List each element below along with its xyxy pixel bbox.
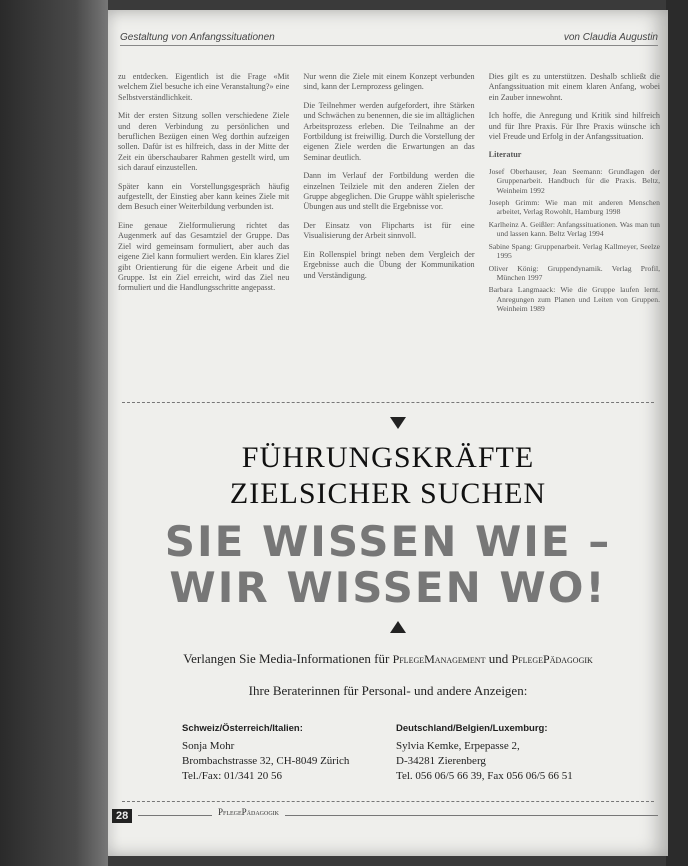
media-mid: und [485,651,512,666]
ad-slogan-2: WIR WISSEN WO! [169,563,607,612]
magazine-page [108,10,668,856]
media-brand-2: PflegePädagogik [511,652,593,666]
media-info-line [122,651,654,667]
contact-switzerland [182,721,349,784]
paragraph: Nur wenn die Ziele mit einem Konzept verbunden sind, kann der Lernprozess gelingen. [303,72,475,92]
reference-item: Josef Oberhauser, Jean Seemann: Grundlagen der Gruppenarbeit. Handbuch für die Praxis. Beltz, Weinheim 1992 [488,166,660,195]
contact-germany [396,721,573,784]
paragraph: Dies gilt es zu unterstützen. Deshalb schließt die Anfangssituation mit einem klaren Anfang, wobei ein Zauber innewohnt. [488,72,660,102]
media-brand-1: PflegeManagement [392,652,486,666]
paragraph: Die Teilnehmer werden aufgefordert, ihre Stärken und Schwächen zu benennen, die sie im alltäglichen Arbeitsprozess erleben. Die Teilnahme an der Fortbildung ist freiwillig. Durch die Vorstellung der eigenen Ziele werden die Erwartungen an das Seminar deutlich. [303,100,475,162]
page-footer [108,803,668,827]
contact-city: D-34281 Zierenberg [396,755,486,767]
reference-item: Joseph Grimm: Wie man mit anderen Menschen arbeitet, Verlag Rowohlt, Hamburg 1998 [488,198,660,217]
literature-heading: Literatur [488,150,522,160]
reference-item: Karlheinz A. Geißler: Anfangssituationen. Was man tun und lassen kann. Beltz Verlag 1994 [488,219,660,239]
ad-headline-1: FÜHRUNGSKRÄFTE [241,441,535,474]
column-2 [303,72,474,394]
reference-item: Sabine Spang: Gruppenarbeit. Verlag Kallmeyer, Seelze 1995 [488,241,660,261]
paragraph: Der Einsatz von Flipcharts ist für eine Visualisierung der Arbeit sinnvoll. [303,220,475,241]
journal-name: PflegePädagogik [212,807,285,817]
scan-background-left [0,0,108,866]
article-columns [118,72,660,394]
page-number: 28 [112,809,132,823]
running-header [120,32,658,46]
ad-slogan-1: SIE WISSEN WIE – [164,517,612,566]
triangle-down-icon [390,417,406,429]
advertisement [122,402,654,802]
paragraph: Später kann ein Vorstellungsgespräch häufig aufgestellt, der Einstieg aber kann keines Ziele mit dem Besuch einer Weiterbildung verbunden ist. [118,181,290,212]
paragraph: Eine genaue Zielformulierung richtet das Augenmerk auf das Gesamtziel der Gruppe. Das Ziel wird gemeinsam formuliert, aber auch das eigene Ziel kann formuliert werden. Ein klares Ziel gibt Orientierung für die eigene Arbeit und die Gruppe. Ist ein Ziel erreicht, wird das Ziel neu formuliert und die Handlungsschritte angepasst. [118,220,290,293]
contact-phone: Tel. 056 06/5 66 39, Fax 056 06/5 66 51 [396,770,573,782]
paragraph: Ein Rollenspiel bringt neben dem Vergleich der Ergebnisse auch die Übung der Kommunikation und Verständigung. [303,249,475,280]
region-label: Schweiz/Österreich/Italien: [182,723,303,734]
paragraph: Dann im Verlauf der Fortbildung werden die einzelnen Teilziele mit den anderen Zielen der Gruppe abgeglichen. Die Gruppe wählt spielerische Übungen aus und stellt die Ergebnisse vor. [303,171,475,212]
scan-background-right [666,0,688,866]
contact-street: Brombachstrasse 32, CH-8049 Zürich [182,755,350,767]
reference-item: Oliver König: Gruppendynamik. Verlag Profil, München 1997 [488,263,660,282]
column-3 [489,72,660,394]
paragraph: Mit der ersten Sitzung sollen verschiedene Ziele und deren Verbindung zu persönlichen und beruflichen Bezügen einen Weg dorthin aufzeigen sollen. Dafür ist es hilfreich, dass in der Mitte der Zeit ein überschaubarer Rahmen gestellt wird, um sich darauf einzustellen. [118,111,290,173]
column-1 [118,72,289,394]
paragraph: Ich hoffe, die Anregung und Kritik sind hilfreich und für Ihre Praxis. Für Ihre Praxis wünsche ich viel Freude und Erfolg in der Anfangssituation. [488,111,660,142]
ad-headline-2: ZIELSICHER SUCHEN [229,477,547,510]
header-left: Gestaltung von Anfangssituationen [120,32,275,43]
contact-name: Sylvia Kemke, Erpepasse 2, [396,740,520,752]
paragraph: zu entdecken. Eigentlich ist die Frage «Mit welchem Ziel besuche ich eine Veranstaltung?» eine Selbstverständlichkeit. [118,72,290,102]
region-label: Deutschland/Belgien/Luxemburg: [396,723,548,734]
advisors-line: Ihre Beraterinnen für Personal- und andere Anzeigen: [248,683,528,698]
media-prefix: Verlangen Sie Media-Informationen für [183,651,393,666]
contact-phone: Tel./Fax: 01/341 20 56 [182,770,283,782]
header-right: von Claudia Augustin [563,32,658,43]
contact-name: Sonja Mohr [182,740,235,752]
reference-item: Barbara Langmaack: Wie die Gruppe laufen lernt. Anregungen zum Planen und Leiten von Gruppen. Weinheim 1989 [488,285,660,314]
triangle-up-icon [390,621,406,633]
